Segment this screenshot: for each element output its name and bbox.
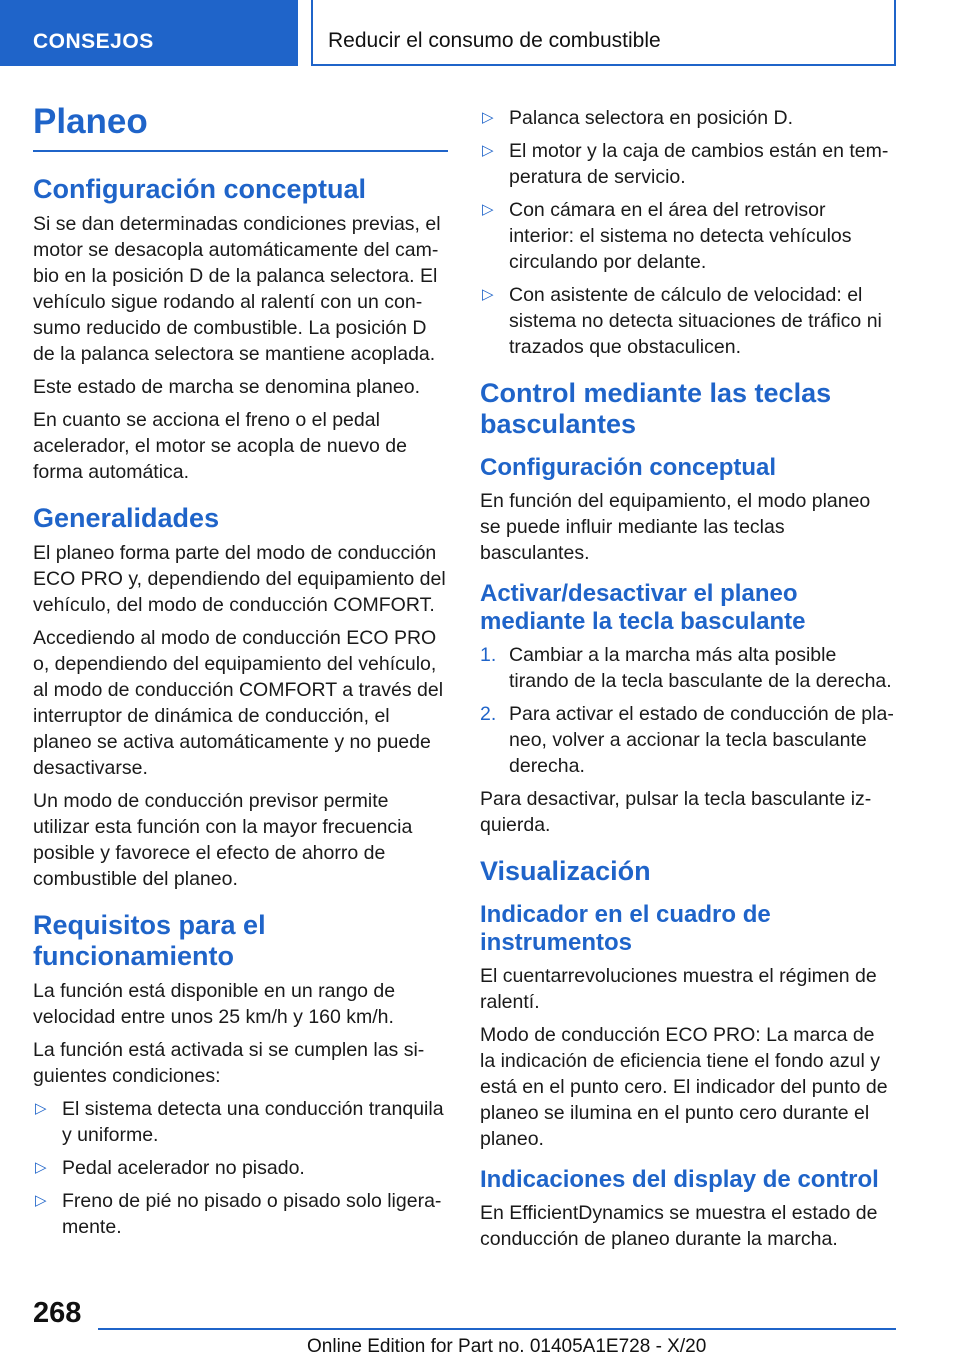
list-item bbox=[480, 138, 895, 190]
paragraph: El planeo forma parte del modo de conducción ECO PRO y, dependiendo del equipamiento del vehículo, del modo de conducción COMFORT. bbox=[33, 542, 446, 616]
list-item-text: El motor y la caja de cambios están en temperatura de servicio. bbox=[509, 140, 889, 188]
list-item bbox=[480, 282, 895, 360]
list-item bbox=[33, 1096, 448, 1148]
list-item-text: Freno de pié no pisado o pisado solo ligeramente. bbox=[62, 1190, 442, 1238]
paragraph: Un modo de conducción previsor permite utilizar esta función con la mayor frecuencia posible y favorece el efecto de ahorro de combustible del planeo. bbox=[33, 790, 413, 890]
section-heading-visualizacion: Visualización bbox=[480, 856, 651, 886]
section-tab: CONSEJOS bbox=[0, 0, 298, 66]
triangle-bullet-icon: ▷ bbox=[482, 142, 494, 159]
paragraph: Modo de conducción ECO PRO: La marca de la indicación de eficiencia tiene el fondo azul y está en el punto cero. El indicador del punto de planeo se ilumina en el punto cero durante el planeo. bbox=[480, 1024, 888, 1150]
subsection-heading-activar: Activar/desactivar el planeo mediante la tecla basculante bbox=[480, 580, 806, 635]
step-text: Para activar el estado de conducción de planeo, volver a accionar la tecla basculante derecha. bbox=[509, 703, 894, 777]
paragraph: Este estado de marcha se denomina planeo. bbox=[33, 376, 421, 398]
list-item-text: Con cámara en el área del retrovisor interior: el sistema no detecta vehículos circulando por delante. bbox=[509, 199, 852, 273]
list-item bbox=[33, 1155, 448, 1181]
list-item bbox=[480, 105, 895, 131]
step-item bbox=[480, 642, 895, 694]
paragraph: Para desactivar, pulsar la tecla basculante izquierda. bbox=[480, 788, 872, 836]
footer-divider bbox=[98, 1328, 896, 1330]
edition-link[interactable]: Online Edition for Part no. 01405A1E728 - X/20 bbox=[307, 1336, 707, 1357]
paragraph: En función del equipamiento, el modo planeo se puede influir mediante las teclas basculantes. bbox=[480, 490, 871, 564]
list-item-text: Pedal acelerador no pisado. bbox=[62, 1157, 305, 1179]
list-item bbox=[480, 197, 895, 275]
step-number: 1. bbox=[480, 644, 497, 666]
triangle-bullet-icon: ▷ bbox=[35, 1192, 47, 1209]
section-heading-generalidades: Generalidades bbox=[33, 503, 220, 533]
paragraph: La función está activada si se cumplen las siguientes condiciones: bbox=[33, 1039, 425, 1087]
conditions-list-continued bbox=[480, 105, 895, 360]
paragraph: Si se dan determinadas condiciones previas, el motor se desacopla automáticamente del cambio en la posición D de la palanca selectora. El vehículo sigue rodando al ralentí con un consumo reducido de combustible. La posición D de la palanca selectora se mantiene acoplada. bbox=[33, 213, 441, 365]
triangle-bullet-icon: ▷ bbox=[35, 1100, 47, 1117]
subsection-heading-indicador: Indicador en el cuadro de instrumentos bbox=[480, 901, 771, 956]
section-heading-control: Control mediante las teclas basculantes bbox=[480, 378, 832, 439]
step-text: Cambiar a la marcha más alta posible tirando de la tecla basculante de la derecha. bbox=[509, 644, 892, 692]
section-heading-configuracion: Configuración conceptual bbox=[33, 174, 367, 204]
list-item-text: El sistema detecta una conducción tranquila y uniforme. bbox=[62, 1098, 444, 1146]
list-item bbox=[33, 1188, 448, 1240]
left-column bbox=[33, 100, 448, 1247]
triangle-bullet-icon: ▷ bbox=[35, 1159, 47, 1176]
paragraph: Accediendo al modo de conducción ECO PRO o, dependiendo del equipamiento del vehículo, al modo de conducción COMFORT a través del interruptor de dinámica de conducción, el planeo se activa automáticamente y no puede desactivarse. bbox=[33, 627, 444, 779]
step-number: 2. bbox=[480, 703, 497, 725]
subsection-heading-configuracion: Configuración conceptual bbox=[480, 454, 777, 481]
triangle-bullet-icon: ▷ bbox=[482, 201, 494, 218]
page-title: Planeo bbox=[33, 100, 448, 152]
list-item-text: Con asistente de cálculo de velocidad: el sistema no detecta situaciones de tráfico ni trazados que obstaculicen. bbox=[509, 284, 882, 358]
right-column bbox=[480, 105, 895, 1259]
paragraph: La función está disponible en un rango de velocidad entre unos 25 km/h y 160 km/h. bbox=[33, 980, 396, 1028]
triangle-bullet-icon: ▷ bbox=[482, 286, 494, 303]
steps-list bbox=[480, 642, 895, 779]
subsection-heading-display: Indicaciones del display de control bbox=[480, 1166, 879, 1193]
list-item-text: Palanca selectora en posición D. bbox=[509, 107, 793, 129]
step-item bbox=[480, 701, 895, 779]
section-heading-requisitos: Requisitos para el funcionamiento bbox=[33, 910, 266, 971]
paragraph: En cuanto se acciona el freno o el pedal acelerador, el motor se acopla de nuevo de forma automática. bbox=[33, 409, 407, 483]
page-number: 268 bbox=[33, 1297, 82, 1329]
chapter-title: Reducir el consumo de combustible bbox=[311, 0, 896, 66]
conditions-list bbox=[33, 1096, 448, 1240]
paragraph: En EfficientDynamics se muestra el estado de conducción de planeo durante la marcha. bbox=[480, 1202, 878, 1250]
paragraph: El cuentarrevoluciones muestra el régimen de ralentí. bbox=[480, 965, 877, 1013]
triangle-bullet-icon: ▷ bbox=[482, 109, 494, 126]
